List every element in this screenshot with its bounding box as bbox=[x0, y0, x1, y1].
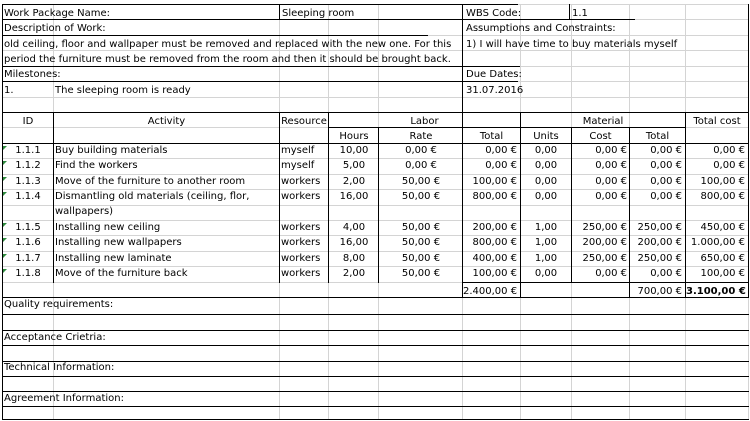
wp-name-label: Work Package Name: bbox=[4, 8, 111, 19]
cell-hours[interactable]: 2,00 bbox=[342, 176, 366, 187]
col-header-cost: Cost bbox=[589, 131, 612, 142]
cell-total-cost[interactable]: 100,00 € bbox=[700, 176, 745, 187]
grid-line bbox=[520, 282, 521, 298]
cell-cost[interactable]: 0,00 € bbox=[595, 268, 627, 279]
wbs-code-label: WBS Code: bbox=[466, 8, 522, 19]
cell-rate[interactable]: 50,00 € bbox=[401, 222, 441, 233]
cell-hours[interactable]: 5,00 bbox=[342, 160, 366, 171]
milestone-text[interactable]: The sleeping room is ready bbox=[55, 85, 191, 96]
cell-material-total[interactable]: 250,00 € bbox=[637, 222, 682, 233]
cell-total-cost[interactable]: 0,00 € bbox=[713, 160, 745, 171]
cell-id[interactable]: 1.1.8 bbox=[15, 268, 41, 279]
cell-material-total[interactable]: 0,00 € bbox=[650, 191, 682, 202]
cell-labor-total[interactable]: 0,00 € bbox=[485, 145, 517, 156]
cell-id[interactable]: 1.1.5 bbox=[15, 222, 41, 233]
cell-material-total[interactable]: 0,00 € bbox=[650, 145, 682, 156]
cell-total-cost[interactable]: 100,00 € bbox=[700, 268, 745, 279]
cell-hours[interactable]: 4,00 bbox=[342, 222, 366, 233]
cell-cost[interactable]: 0,00 € bbox=[595, 176, 627, 187]
col-header-rate: Rate bbox=[409, 131, 433, 142]
col-header-hours: Hours bbox=[339, 131, 369, 142]
milestone-number[interactable]: 1. bbox=[4, 85, 14, 96]
cell-activity[interactable]: Find the workers bbox=[55, 160, 138, 171]
description-label: Description of Work: bbox=[4, 23, 106, 34]
cell-rate[interactable]: 50,00 € bbox=[401, 268, 441, 279]
grid-line bbox=[2, 314, 749, 315]
grid-line bbox=[53, 112, 54, 283]
grid-line bbox=[2, 4, 518, 5]
cell-resource[interactable]: myself bbox=[281, 145, 315, 156]
grid-line bbox=[2, 66, 520, 67]
cell-activity[interactable]: Buy building materials bbox=[55, 145, 168, 156]
cell-total-cost[interactable]: 650,00 € bbox=[700, 253, 745, 264]
cell-labor-total[interactable]: 800,00 € bbox=[472, 237, 517, 248]
cell-rate[interactable]: 50,00 € bbox=[401, 176, 441, 187]
cell-cost[interactable]: 200,00 € bbox=[582, 237, 627, 248]
cell-activity-continued[interactable]: wallpapers) bbox=[55, 206, 114, 217]
cell-material-total[interactable]: 250,00 € bbox=[637, 253, 682, 264]
cell-id[interactable]: 1.1.7 bbox=[15, 253, 41, 264]
cell-hours[interactable]: 2,00 bbox=[342, 268, 366, 279]
cell-units[interactable]: 1,00 bbox=[534, 237, 558, 248]
cell-resource[interactable]: workers bbox=[281, 191, 321, 202]
cell-labor-total[interactable]: 400,00 € bbox=[472, 253, 517, 264]
cell-labor-total[interactable]: 200,00 € bbox=[472, 222, 517, 233]
cell-activity[interactable]: Move of the furniture back bbox=[55, 268, 188, 279]
cell-units[interactable]: 0,00 bbox=[534, 145, 558, 156]
cell-rate[interactable]: 50,00 € bbox=[401, 191, 441, 202]
cell-rate[interactable]: 50,00 € bbox=[401, 253, 441, 264]
cell-activity[interactable]: Dismantling old materials (ceiling, flor, bbox=[55, 191, 250, 202]
cell-id[interactable]: 1.1.2 bbox=[15, 160, 41, 171]
due-date-value[interactable]: 31.07.2016 bbox=[466, 85, 524, 96]
cell-total-cost[interactable]: 450,00 € bbox=[700, 222, 745, 233]
cell-labor-total[interactable]: 100,00 € bbox=[472, 268, 517, 279]
cell-activity[interactable]: Installing new laminate bbox=[55, 253, 172, 264]
grid-line bbox=[2, 35, 428, 36]
cell-units[interactable]: 1,00 bbox=[534, 222, 558, 233]
cell-cost[interactable]: 0,00 € bbox=[595, 145, 627, 156]
col-header-labor-total: Total bbox=[479, 131, 504, 142]
grid-line bbox=[2, 112, 749, 113]
cell-labor-total[interactable]: 100,00 € bbox=[472, 176, 517, 187]
labor-grand-total[interactable]: 2.400,00 € bbox=[463, 286, 518, 297]
cell-hours[interactable]: 8,00 bbox=[342, 253, 366, 264]
cell-resource[interactable]: workers bbox=[281, 253, 321, 264]
cell-id[interactable]: 1.1.1 bbox=[15, 145, 41, 156]
grid-line bbox=[279, 112, 280, 283]
col-header-total-cost: Total cost bbox=[693, 116, 741, 127]
cell-resource[interactable]: myself bbox=[281, 160, 315, 171]
cell-id[interactable]: 1.1.4 bbox=[15, 191, 41, 202]
col-header-units: Units bbox=[533, 131, 559, 142]
grid-line bbox=[462, 4, 463, 113]
cell-id[interactable]: 1.1.3 bbox=[15, 176, 41, 187]
wbs-code-value[interactable]: 1.1 bbox=[572, 8, 588, 19]
grid-line bbox=[748, 282, 749, 298]
cell-units[interactable]: 0,00 bbox=[534, 160, 558, 171]
cell-hours[interactable]: 10,00 bbox=[339, 145, 369, 156]
col-header-id: ID bbox=[22, 116, 34, 127]
cell-resource[interactable]: workers bbox=[281, 268, 321, 279]
col-header-material-total: Total bbox=[645, 131, 670, 142]
grid-line bbox=[2, 97, 749, 98]
grid-line bbox=[2, 330, 749, 331]
cell-id[interactable]: 1.1.6 bbox=[15, 237, 41, 248]
cell-cost[interactable]: 250,00 € bbox=[582, 222, 627, 233]
cell-resource[interactable]: workers bbox=[281, 237, 321, 248]
col-header-material: Material bbox=[582, 116, 624, 127]
cell-units[interactable]: 0,00 bbox=[534, 191, 558, 202]
milestones-label: Milestones: bbox=[4, 69, 61, 80]
material-grand-total[interactable]: 700,00 € bbox=[637, 286, 682, 297]
grid-line bbox=[569, 4, 570, 20]
cell-material-total[interactable]: 0,00 € bbox=[650, 160, 682, 171]
assumptions-value[interactable]: 1) I will have time to buy materials myself bbox=[466, 39, 678, 50]
grid-line bbox=[2, 205, 749, 206]
description-text-line1[interactable]: old ceiling, floor and wallpaper must be removed and replaced with the new one. For this bbox=[4, 39, 452, 50]
grid-line bbox=[2, 81, 518, 82]
quality-requirements-label: Quality requirements: bbox=[4, 299, 114, 310]
grand-total-cost[interactable]: 3.100,00 € bbox=[686, 286, 746, 297]
col-header-labor: Labor bbox=[410, 116, 439, 127]
cell-resource[interactable]: workers bbox=[281, 176, 321, 187]
acceptance-criteria-label: Acceptance Crietria: bbox=[4, 332, 106, 343]
grid-line bbox=[2, 406, 749, 407]
cell-total-cost[interactable]: 800,00 € bbox=[700, 191, 745, 202]
cell-cost[interactable]: 0,00 € bbox=[595, 191, 627, 202]
cell-material-total[interactable]: 200,00 € bbox=[637, 237, 682, 248]
description-text-line2[interactable]: period the furniture must be removed from the room and then it should be brought back. bbox=[4, 54, 451, 65]
grid-line bbox=[2, 345, 749, 346]
assumptions-label: Assumptions and Constraints: bbox=[466, 23, 616, 34]
cell-labor-total[interactable]: 0,00 € bbox=[485, 160, 517, 171]
grid-line bbox=[2, 376, 749, 377]
cell-cost[interactable]: 0,00 € bbox=[595, 160, 627, 171]
cell-rate[interactable]: 50,00 € bbox=[401, 237, 441, 248]
cell-cost[interactable]: 250,00 € bbox=[582, 253, 627, 264]
cell-activity[interactable]: Move of the furniture to another room bbox=[55, 176, 246, 187]
cell-units[interactable]: 0,00 bbox=[534, 268, 558, 279]
cell-units[interactable]: 0,00 bbox=[534, 176, 558, 187]
cell-rate[interactable]: 0,00 € bbox=[405, 160, 437, 171]
cell-rate[interactable]: 0,00 € bbox=[405, 145, 437, 156]
cell-resource[interactable]: workers bbox=[281, 222, 321, 233]
cell-material-total[interactable]: 0,00 € bbox=[650, 176, 682, 187]
col-header-activity: Activity bbox=[147, 116, 186, 127]
due-dates-label: Due Dates: bbox=[466, 69, 522, 80]
grid-line bbox=[279, 4, 280, 20]
grid-line bbox=[2, 419, 749, 420]
cell-hours[interactable]: 16,00 bbox=[339, 191, 369, 202]
cell-labor-total[interactable]: 800,00 € bbox=[472, 191, 517, 202]
cell-hours[interactable]: 16,00 bbox=[339, 237, 369, 248]
cell-total-cost[interactable]: 0,00 € bbox=[713, 145, 745, 156]
technical-information-label: Technical Information: bbox=[4, 362, 115, 373]
grid-line bbox=[462, 282, 749, 283]
cell-total-cost[interactable]: 1.000,00 € bbox=[690, 237, 745, 248]
cell-activity[interactable]: Installing new ceiling bbox=[55, 222, 161, 233]
cell-units[interactable]: 1,00 bbox=[534, 253, 558, 264]
col-header-resource: Resource bbox=[281, 116, 327, 127]
wp-name-value[interactable]: Sleeping room bbox=[282, 8, 355, 19]
grid-line bbox=[748, 4, 749, 298]
cell-activity[interactable]: Installing new wallpapers bbox=[55, 237, 182, 248]
agreement-information-label: Agreement Information: bbox=[4, 393, 124, 404]
cell-material-total[interactable]: 0,00 € bbox=[650, 268, 682, 279]
